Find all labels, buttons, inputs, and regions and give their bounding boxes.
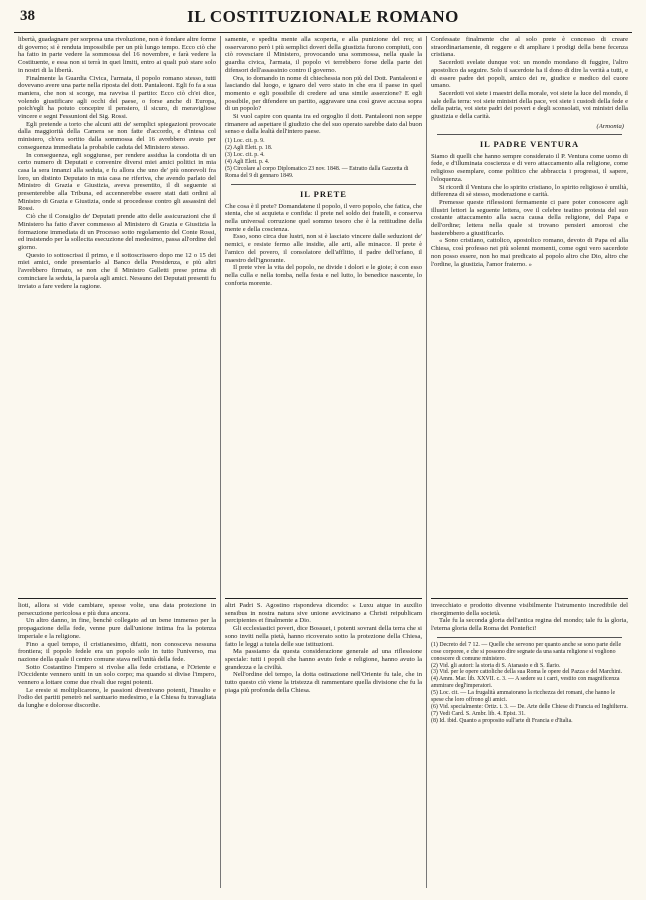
footnote: (4) Amm. Mar. lib. XXVII. c. 3. — A sedere su i carri, vestito con magnificenza ammirare degl'imperatori. [431, 676, 620, 690]
column-middle [220, 36, 426, 888]
bottom-column-middle [220, 596, 426, 725]
bottom-column-right [426, 596, 632, 725]
footnotes [431, 642, 628, 725]
paragraph: Sotto Costantino l'impero si rivolse alla fede cristiana, e l'Oriente e l'Occidente vennero uniti in un solo corpo; ma quando si divise l'impero, vennero a lottare come due rivali due regni potenti. [18, 663, 216, 687]
footnote: (5) Circolare al corpo Diplomatico 23 nov. 1848. — Estratto dalla Gazzetta di Roma del 9 di gennaro 1849. [225, 165, 409, 179]
bottom-section [14, 596, 632, 725]
footnote: (1) Loc. cit. p. 9. [225, 138, 265, 145]
paragraph: Le eresie si moltiplicarono, le passioni divenivano potenti, l'insulto e l'odio dei partiti penetrò nel santuario medesimo, e la Chiesa fu travagliata da lunghe e dolorose discordie. [18, 686, 216, 710]
divider [18, 598, 216, 599]
footnote: (3) Vid. per le opere cattoliche della sua Roma le opere del Pazza e del Marchini. [431, 669, 623, 676]
paragraph: Questo io sottoscrissi il primo, e il sottoscrissero dopo me 12 o 15 dei miei amici, onde presentarlo al Banco della Presidenza, e più altri l'avrebbero firmato, se non che il Ministro Galletti prese prima di cominciare la seduta, la parola agli amici. Nessuno dei Deputati presenti fu inviato a fare vedere la ragione. [18, 251, 216, 290]
footnote: (3) Loc. cit. p. 4. [225, 151, 265, 158]
top-columns [14, 36, 632, 888]
paragraph: Un altro danno, in fine, benchè collegato ad un bene immenso per la propagazione della fede, venne pure dall'unione intima fra la potenza imperiale e la religione. [18, 617, 216, 640]
column-right [426, 36, 632, 888]
newspaper-title: IL COSTITUZIONALE ROMANO [187, 7, 459, 26]
paragraph: Sacerdoti voi siete i maestri della morale, voi siete la luce del mondo, il sale della terra: voi siete ministri della pace, voi siete i custodi della fede e della patria, voi siete padri dei poveri e degli sconsolati, voi ministri della giustizia e della carità. [431, 89, 628, 121]
masthead [14, 6, 632, 33]
paragraph: Si vuol capire con quanta ira ed orgoglio il dott. Pantaleoni non seppe rimanere ad aspettare il giudizio che del suo operato sarebbe dato dal buon senso e dalla lealtà dell'intero paese. [225, 113, 423, 136]
footnote: (1) Decreto del 7 12. — Quelle che servono per quanto anche se sono parte delle cose corporee, e che si possono dire segnate da una santa religione si vogliono conoscere di comune ministero. [431, 641, 622, 662]
paragraph: Ora, io domando in nome di chiechessia non più del Dott. Pantaleoni e lasciando dal luogo, e ignaro del vero stato in che era il paese in quel momento e egli possibile di credere ad una simile asserzione? E egli possibile, per difendere un partito, aggravare una così grave accusa sopra di un popolo? [225, 74, 422, 113]
paragraph: Sacerdoti svelate dunque voi: un mondo mondano di fuggire, l'altro apostolico da seguire. Solo il sacerdote ha il dono di dire la verità a tutti, e di essere padre dei popoli, amico dei re, giudice e medico del cuore umano. [431, 59, 628, 90]
footnote: (2) Agli Elett. p. 18. [225, 145, 273, 152]
paragraph: altri Padri S. Agostino rispondeva dicendo: « Luxu atque in auxilio sensibus in nostra natura sive unione avvicinano a Christi reipublicam percipientes et finalmente a Dio. [225, 602, 422, 625]
footnote: (8) Id. ibid. Quanto a proposito sull'arte di Francia e d'Italia. [431, 717, 573, 724]
divider [231, 184, 416, 185]
paragraph: Ma passiamo da questa considerazione generale ad una riflessione speciale: tutti i popoli che hanno avuto fede e religione, hanno avuto la grandezza e la civiltà. [225, 648, 422, 671]
paragraph: Finalmente la Guardia Civica, l'armata, il popolo romano stesso, tutti dovevano avere una parte nella riposta del dott. Pantaleoni. Egli fo fa a sua maniera, che non si scorge, ma ravvisa il partito: Ecco ciò ch'ei dice, volendo giustificare agli occhi del paese, o forse anche di Europa, poich'egli ha potuto concepire il pensiero, il sicuro, di meravigliose vincere e segni Fessunioni del Sig. Rossi. [18, 74, 216, 121]
paragraph: invecchiato e prodotto divenne visibilmente l'istrumento incredibile del risorgimento della società. [431, 602, 628, 617]
paragraph: Egli pretende a torto che alcuni atti de' semplici spiegazioni provocate dalla maggiorità della Camera se non fatte d'accordo, e d'intesa col ministero, ch'era sortito dalla sommossa del 16 avrebbero avuto per conseguenza immediata la probabile caduta del Ministero stesso. [18, 120, 216, 151]
paragraph: Ciò che il Consiglio de' Deputati prende atto delle assicurazioni che il Ministero ha fatto d'aver commesso al Ministero di Grazia e Giustizia la formazione immediata di un Processo sotto regolamento del Conte Rossi, ed insistendo per la sollecita esecuzione del medesimo, passa all'ordine del giorno. [18, 213, 216, 251]
paragraph: Che cosa è il prete? Domandatene il popolo, il vero popolo, che fatica, che stenta, che si acquieta e confida: il prete nel soldo dei fratelli, e conserva nella universal corruzione quel sommo tesoro che è la rettitudine della mente e della coscienza. [225, 202, 422, 233]
page-number: 38 [20, 8, 35, 24]
paragraph: libertà, guadagnare per sorpresa una rivoluzione, non è fondare altre forme di governo; si è renduta impossibile per un più lungo tempo. Ecco ciò che ha fatto in parte vedere la sommossa del 16 novembre, e farà vedere la Costituente, e essa non si terrà in quei limiti, entro ai quali può stare solo in nostri di la libertà. [18, 36, 216, 74]
footnote: (2) Vid. gli autori: la storia di S. Atanasio e di S. Ilario. [431, 662, 561, 669]
column-left [14, 36, 220, 888]
paragraph: Gli ecclesiastici poveri, dice Bossuet, i potenti sovrani della terra che si sono inviti nella pietà, hanno ricoverato sotto la protezione della Chiesa, fatto le leggi a tutela delle sue istituzioni. [225, 625, 422, 648]
divider [437, 134, 622, 135]
footnote: (4) Agli Elett. p. 4. [225, 158, 270, 165]
paragraph: Premesse queste riflessioni fermamente ci pare poter conoscere agli illustri lettori la seguente lettera, ove il celebre teatino protesta del suo costante attaccamento alla sacra causa della religione, del Papa e dell'ordine; lettera nella quale si trovano pensieri amorosi che basterebbero a giustificarlo. [431, 198, 628, 237]
newspaper-page [14, 6, 632, 894]
footnote: (6) Vid. specialmente: Ortiz. t. 3. — De. Arte delle Chiese di Francia ed Inghilterra. [431, 703, 628, 710]
paragraph: Siamo di quelli che hanno sempre considerato il P. Ventura come uomo di fede, e d'illuminata coscienza e di vero attaccamento alla religione, come religioso esemplare, come politico che abbraccia i progressi, il sapere, l'eloquenza. [431, 152, 628, 183]
paragraph: In conseguenza, egli soggiunse, per rendere assidua la condotta di un certo numero di Deputati e convenire diversi miei amici politici in mia casa la sera innanzi alla seduta, e fu allora che uno de' più onorevoli fra loro, un distinto Deputato in mia casa ne riferiva, che avendo parlato del Ministro di Grazia e Giustizia, aveva presentito, il di seguente si presenterebbe alla Tribuna, ed accennerebbe essere stati dati ordini al Ministro di Grazia e Giustizia, onde si procedesse contro gli assassini del Rossi. [18, 151, 216, 213]
divider [225, 598, 422, 599]
paragraph: Tale fu la seconda gloria dell'antica regina del mondo; tale fu la gloria, l'eterna gloria della Roma dei Pontefici! [431, 617, 628, 633]
paragraph: lioti, allora si vide cambiare, spesse volte, una data protezione in persecuzione pericolosa e più dura ancora. [18, 602, 216, 617]
footnote: (5) Loc. cit. — La frugalità ammaiorano la ricchezza dei romani, che hanno le spese che loro offrono gli amici. [431, 690, 616, 704]
footnotes [225, 138, 422, 179]
paragraph: Confessate finalmente che al solo prete è concesso di creare straordinariamente, di reggere e di ampliare i prodigi della bene fecenza cristiana. [431, 36, 628, 59]
divider [431, 598, 628, 599]
paragraph: Fino a quel tempo, il cristianesimo, difatti, non conosceva nessuna frontiera; il popolo fedele era un popolo solo in tutto l'universo, ma nazione della quale il centro comune stava nell'unità della fede. [18, 640, 216, 663]
footnote: (7) Vedi Card. S. Ambr. lib. 4. Epist. 31. [431, 710, 526, 717]
paragraph: samente, e spedita mente alla scoperta, e alla punizione del reo; si osservarono però i più semplici doveri della giustizia furono compiuti, con ciò rovesciare il Ministero, provocando una sommossa, nella quale la guardia civica, l'armata, il popolo vi terrebbero forse della parte dei difensori dell'assassinio contro il governo. [225, 36, 422, 74]
paragraph: Si ricordi il Ventura che lo spirito cristiano, lo spirito religioso è umiltà, differenza di sè stesso, moderazione e carità. [431, 183, 628, 199]
paragraph: Il prete vive la vita del popolo, ne divide i dolori e le gioie; è con esso nella culla e nella tomba, nella festa e nel lutto, lo benedice nascente, lo conforta morente. [225, 264, 422, 287]
paragraph: « Sono cristiano, cattolico, apostolico romano, devoto di Papa ed alla Chiesa, così professo nei più solenni momenti, come ogni vero sacerdote non posso essere, non ho mai predicato al popolo altro che Dio, altro che l'ordine, la giustizia, l'amor fraterno. » [431, 237, 628, 268]
paragraph: Esso, sono circa due lustri, non si è lasciato vincere dalle seduzioni de' nemici, e resiste fermo alle insidie, alle arti, alle minacce. Il prete è l'amico del povero, il consolatore dell'afflitto, il padre dell'orfano, il maestro dell'ignorante. [225, 233, 422, 264]
article-heading-il-prete: IL PRETE [300, 188, 347, 199]
paragraph: Nell'ordine del tempo, la dotta ostinazione nell'Oriente fu tale, che in tutto questo ciò viene la tristezza di rammentare quella divisione che fu la piaga più profonda della Chiesa. [225, 671, 422, 694]
bottom-column-left [14, 596, 220, 725]
divider [437, 637, 622, 638]
signature: (Armonia) [596, 122, 624, 130]
article-heading-padre-ventura: IL PADRE VENTURA [479, 138, 580, 149]
